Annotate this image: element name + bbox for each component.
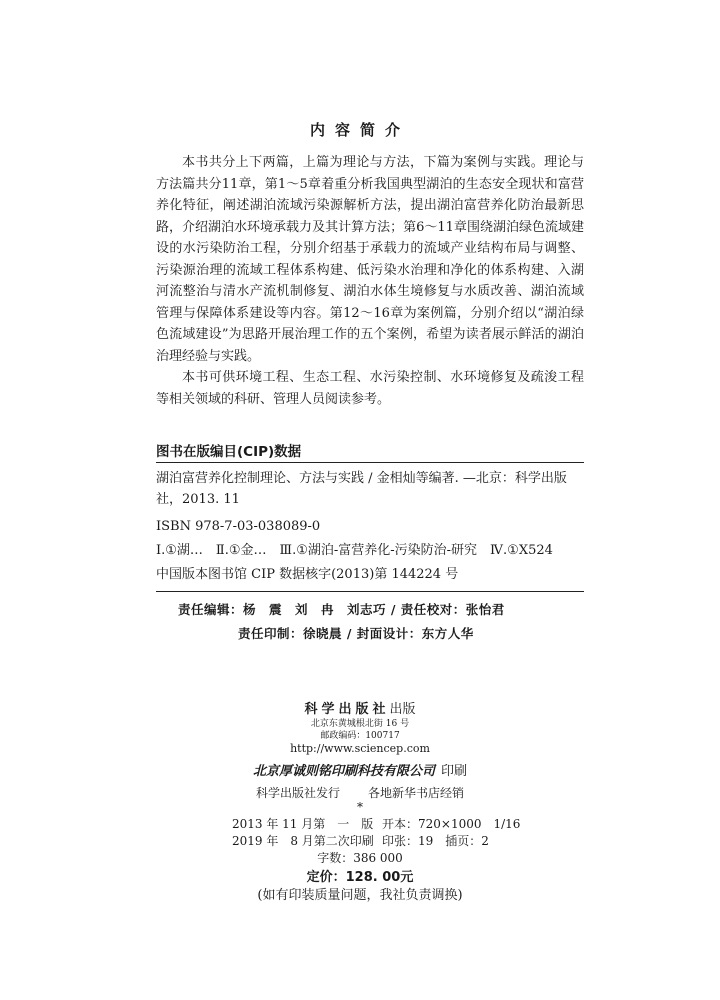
publisher-url: http://www.sciencep.com (290, 742, 430, 755)
credits-line-1: 责任编辑：杨 震 刘 冉 刘志巧 / 责任校对：张怡君 (178, 602, 505, 617)
publisher-postcode: 邮政编码：100717 (320, 731, 400, 741)
edition-second-print: 2019 年 8 月第二次印刷 (232, 834, 374, 848)
publisher-line (0, 698, 720, 717)
separator-star: * (357, 800, 363, 814)
intro-paragraph-2: 本书可供环境工程、生态工程、水污染控制、水环境修复及疏浚工程等相关领域的科研、管理人员阅读参考。 (156, 370, 584, 407)
retailer: 各地新华书店经销 (368, 786, 465, 800)
cip-bottom-rule (156, 591, 584, 592)
sheets-and-plates: 印张：19 插页：2 (382, 834, 489, 848)
cip-top-rule (156, 462, 584, 463)
publisher-suffix: 出版 (389, 702, 416, 717)
cip-record: 湖泊富营养化控制理论、方法与实践 / 金相灿等编著. —北京：科学出版社，2013. 11 (156, 471, 567, 507)
printer-suffix: 印刷 (441, 764, 468, 779)
edition-first: 2013 年 11 月第 一 版 (232, 817, 374, 831)
credits-line-2: 责任印制：徐晓晨 / 封面设计：东方人华 (238, 626, 474, 641)
publisher-name: 科学出版社 (304, 702, 390, 717)
cip-isbn: ISBN 978-7-03-038089-0 (156, 519, 321, 534)
printer-line (0, 760, 720, 779)
cip-heading: 图书在版编目(CIP)数据 (156, 444, 302, 460)
word-count: 字数：386 000 (317, 851, 403, 865)
format-size: 开本：720×1000 1/16 (382, 817, 521, 831)
publisher-address: 北京东黄城根北街 16 号 (310, 719, 410, 729)
distribution-line (0, 784, 720, 801)
quality-notice: (如有印装质量问题，我社负责调换) (257, 888, 463, 903)
intro-paragraph-1: 本书共分上下两篇，上篇为理论与方法，下篇为案例与实践。理论与方法篇共分11章，第1～5章着重分析我国典型湖泊的生态安全现状和富营养化特征，阐述湖泊流域污染源解析方法，提出湖泊富营养化防治最新思路，介绍湖泊水环境承载力及其计算方法；第6～11章围绕湖泊绿色流域建设的水污染防治工程，分别介绍基于承载力的流域产业结构布局与调整、污染源治理的流域工程体系构建、低污染水治理和净化的体系构建、入湖河流整治与清水产流机制修复、湖泊水体生境修复与水质改善、湖泊流域管理与保障体系建设等内容。第12～16章为案例篇，分别介绍以“湖泊绿色流域建设”为思路开展治理工作的五个案例，希望为读者展示鲜活的湖泊治理经验与实践。 (156, 155, 584, 364)
price: 定价：128. 00元 (306, 870, 414, 885)
cip-verify-number: 中国版本图书馆 CIP 数据核字(2013)第 144224 号 (156, 567, 459, 582)
intro-title: 内容简介 (309, 121, 410, 139)
distributor: 科学出版社发行 (255, 786, 340, 800)
printer-name: 北京厚诚则铭印刷科技有限公司 (252, 764, 435, 779)
cip-classification: Ⅰ.①湖… Ⅱ.①金… Ⅲ.①湖泊-富营养化-污染防治-研究 Ⅳ.①X524 (156, 543, 553, 558)
